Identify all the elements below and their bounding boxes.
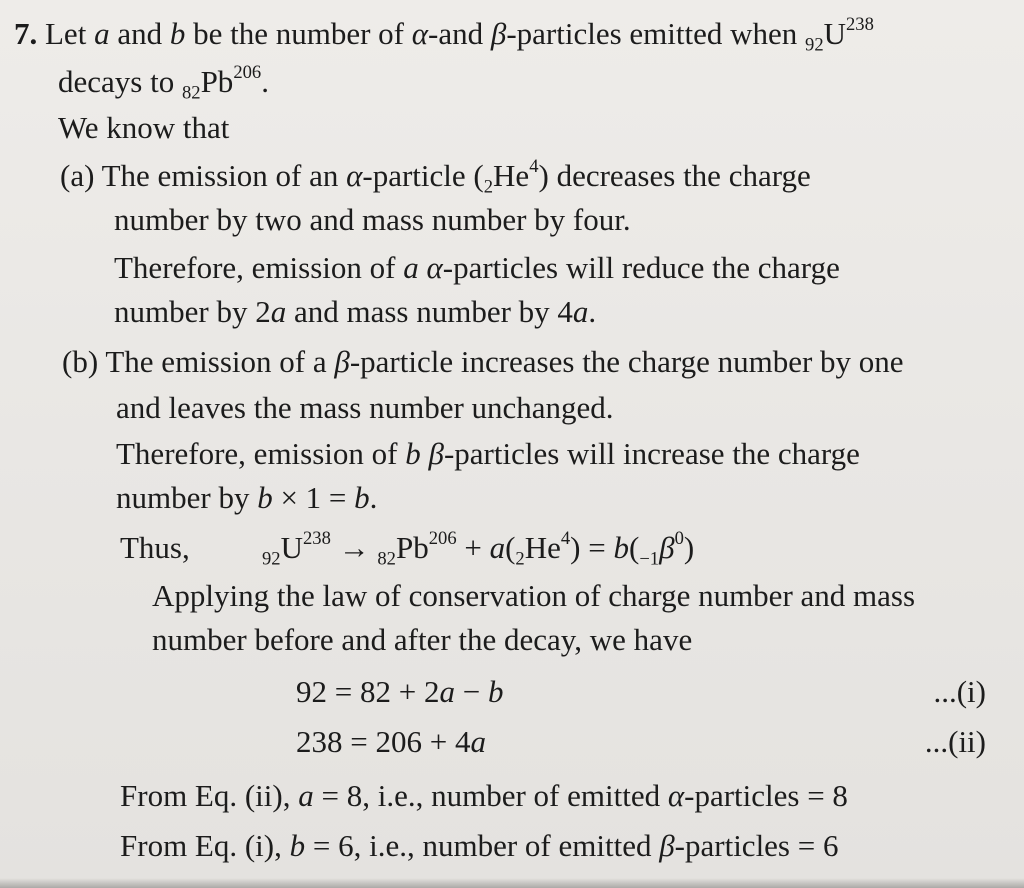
conservation-line-1: Applying the law of conservation of charge number and mass <box>152 578 916 613</box>
equation-i-tag: ...(i) <box>933 674 986 709</box>
equation-ii-tag: ...(ii) <box>924 724 986 759</box>
point-b-line-1: (b) The emission of a β-particle increases the charge number by one <box>62 344 904 379</box>
equation-i: 92 = 82 + 2a − b <box>296 674 504 709</box>
conservation-line-2: number before and after the decay, we have <box>152 622 693 657</box>
bottom-shadow <box>0 878 1024 888</box>
point-b-label: (b) <box>62 344 99 379</box>
result-line-1: From Eq. (ii), a = 8, i.e., number of emitted α-particles = 8 <box>120 778 848 813</box>
problem-line-2: decays to $_{82}Pb^{206}$. <box>58 62 269 104</box>
thus-label: Thus, <box>120 530 190 565</box>
point-a-line-3: Therefore, emission of a α-particles will reduce the charge <box>114 250 840 285</box>
decay-equation: $_{92}U^{238} \to _{82}Pb^{206} + a(_2He^4) = b(_{-1}\beta^0)$ <box>262 528 695 570</box>
point-a-line-2: number by two and mass number by four. <box>114 202 631 237</box>
intro-text: We know that <box>58 110 230 145</box>
problem-line-1: 7. Let a and b be the number of α-and β-particles emitted when $_{92}U^{238}$ <box>14 14 874 56</box>
equation-ii: 238 = 206 + 4a <box>296 724 486 759</box>
result-line-2: From Eq. (i), b = 6, i.e., number of emitted β-particles = 6 <box>120 828 839 863</box>
point-a-line-4: number by 2a and mass number by 4a. <box>114 294 597 329</box>
point-b-line-2: and leaves the mass number unchanged. <box>116 390 614 425</box>
problem-number: 7. <box>14 16 38 51</box>
point-a-label: (a) <box>60 158 95 193</box>
point-a-line-1: (a) The emission of an α-particle $(_2He^4)$ decreases the charge <box>60 156 811 198</box>
point-b-line-3: Therefore, emission of b β-particles will increase the charge <box>116 436 860 471</box>
point-b-line-4: number by b × 1 = b. <box>116 480 378 515</box>
